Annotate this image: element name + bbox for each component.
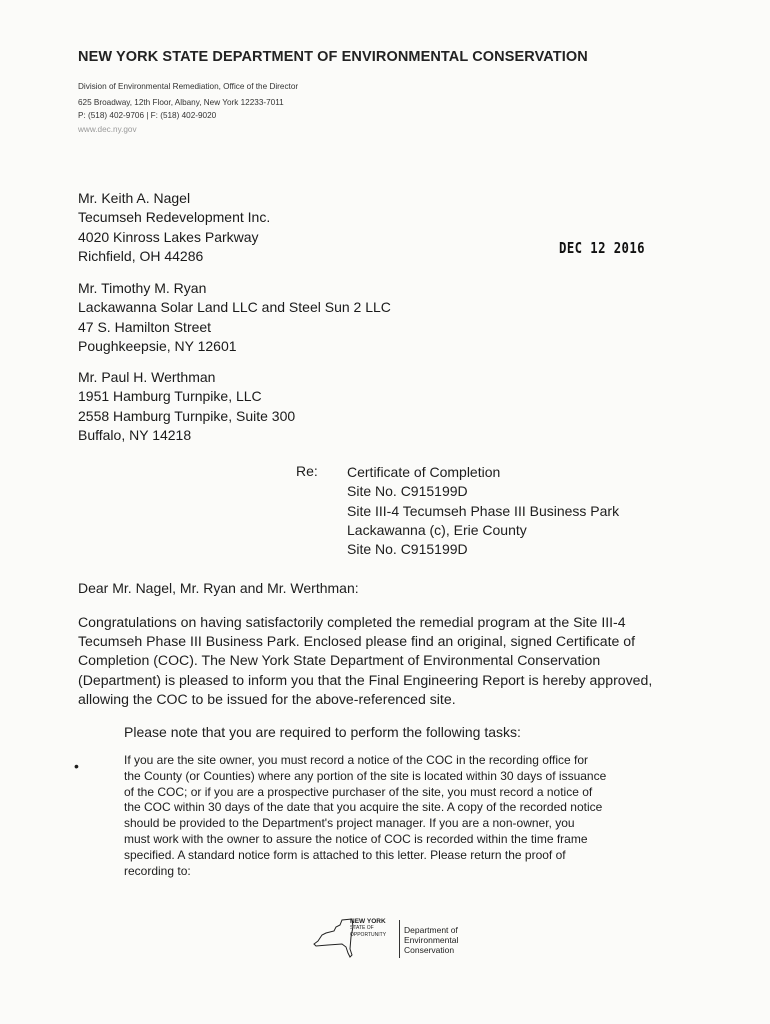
recipient-block-ryan xyxy=(78,279,391,357)
recipient-line: Mr. Timothy M. Ryan xyxy=(78,280,207,296)
dec-logo-text xyxy=(404,925,458,955)
subject-line: Site No. C915199D xyxy=(347,483,468,500)
task-line: must work with the owner to assure the notice of COC is recorded within the time frame xyxy=(124,831,588,846)
ny-state-mark xyxy=(350,918,386,939)
recipient-line: Buffalo, NY 14218 xyxy=(78,427,192,444)
task-line: specified. A standard notice form is attached to this letter. Please return the proof of xyxy=(124,847,566,862)
re-label: Re: xyxy=(296,463,318,479)
recipient-line: Lackawanna Solar Land LLC and Steel Sun 2 LLC xyxy=(78,299,391,316)
subject-line: Lackawanna (c), Erie County xyxy=(347,521,527,538)
subject-line: Certificate of Completion xyxy=(347,464,501,480)
recipient-line: Richfield, OH 44286 xyxy=(78,248,204,265)
dept-line: Environmental xyxy=(404,935,459,945)
recipient-line: Poughkeepsie, NY 12601 xyxy=(78,338,237,355)
body-paragraph xyxy=(78,613,705,709)
recipient-line: 47 S. Hamilton Street xyxy=(78,318,212,335)
recipient-line: Mr. Paul H. Werthman xyxy=(78,369,216,385)
ny-mark-line: STATE OF xyxy=(350,925,374,931)
recipient-line: Tecumseh Redevelopment Inc. xyxy=(78,209,271,226)
task-line: should be provided to the Department's project manager. If you are a non-owner, you xyxy=(124,816,575,831)
body-line: (Department) is pleased to inform you that the Final Engineering Report is hereby approved, xyxy=(78,671,653,688)
recipient-block-werthman xyxy=(78,368,295,446)
recipient-block-nagel xyxy=(78,189,270,267)
subject-line: Site No. C915199D xyxy=(347,541,468,558)
recipient-line: 2558 Hamburg Turnpike, Suite 300 xyxy=(78,407,296,424)
website-link[interactable]: www.dec.ny.gov xyxy=(78,125,137,134)
body-line: Tecumseh Phase III Business Park. Enclosed please find an original, signed Certificate of xyxy=(78,633,636,650)
body-line: Completion (COC). The New York State Department of Environmental Conservation xyxy=(78,652,601,669)
dept-line: Conservation xyxy=(404,945,455,955)
salutation: Dear Mr. Nagel, Mr. Ryan and Mr. Werthman: xyxy=(78,580,359,596)
dept-line: Department of xyxy=(404,925,458,935)
phone-fax: P: (518) 402-9706 | F: (518) 402-9020 xyxy=(78,111,217,120)
office-address: 625 Broadway, 12th Floor, Albany, New York 12233-7011 xyxy=(78,98,284,107)
tasks-intro: Please note that you are required to perform the following tasks: xyxy=(124,724,521,740)
recipient-line: Mr. Keith A. Nagel xyxy=(78,190,191,206)
task-line: of the COC; or if you are a prospective purchaser of the site, you must record a notice of xyxy=(124,784,593,799)
division-line: Division of Environmental Remediation, Office of the Director xyxy=(78,82,299,91)
recipient-line: 4020 Kinross Lakes Parkway xyxy=(78,228,259,245)
task-line: recording to: xyxy=(124,863,191,878)
date-stamp: DEC 12 2016 xyxy=(559,239,645,257)
body-line: Congratulations on having satisfactorily completed the remedial program at the Site III-4 xyxy=(78,614,626,630)
task-line: the COC within 30 days of the date that you acquire the site. A copy of the recorded notice xyxy=(124,800,603,815)
ny-mark-line: NEW YORK xyxy=(350,918,386,925)
task-line: the County (or Counties) where any portion of the site is located within 30 days of issuance xyxy=(124,768,607,783)
task-recording-notice xyxy=(124,753,664,879)
recipient-line: 1951 Hamburg Turnpike, LLC xyxy=(78,388,262,405)
subject-line: Site III-4 Tecumseh Phase III Business Park xyxy=(347,502,620,519)
bullet-marker: • xyxy=(74,758,79,774)
agency-name: NEW YORK STATE DEPARTMENT OF ENVIRONMENTAL CONSERVATION xyxy=(78,49,588,65)
task-line: If you are the site owner, you must record a notice of the COC in the recording office for xyxy=(124,753,589,767)
ny-mark-line: OPPORTUNITY xyxy=(350,932,387,938)
body-line: allowing the COC to be issued for the above-referenced site. xyxy=(78,690,456,707)
subject-block xyxy=(347,463,619,559)
logo-divider xyxy=(399,920,400,958)
